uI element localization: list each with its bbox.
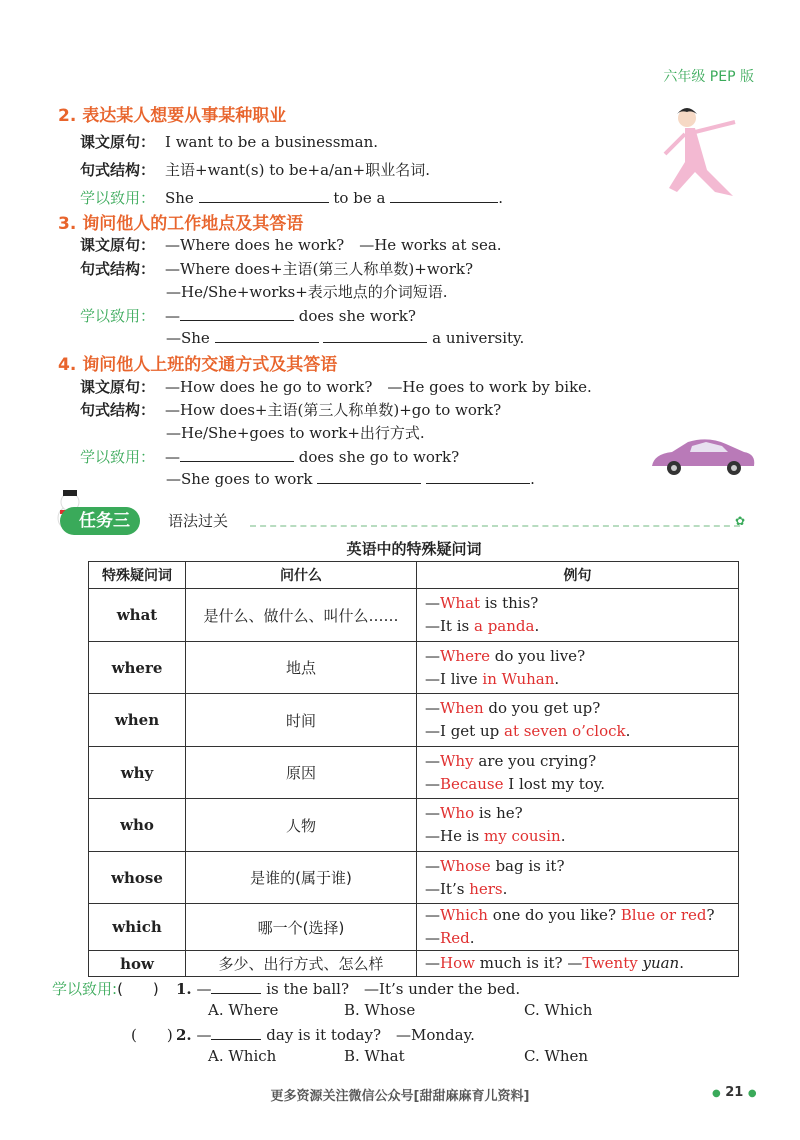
text: She [165,189,194,207]
sentence: —How does he go to work? —He goes to work by bike. [165,378,592,396]
q1-option-b[interactable]: B. Whose [344,1001,416,1019]
section-3-title: 3. 询问他人的工作地点及其答语 [58,214,304,234]
text: does she work? [298,307,416,325]
table-row [89,799,739,852]
label: 学以致用： [80,307,156,325]
page-number: ● 21 ● [712,1085,757,1100]
word-cell: who [89,799,186,852]
answer-blank[interactable] [426,469,530,484]
sec4-original-line [80,376,592,397]
example-cell: —How much is it? —Twenty yuan. [417,951,739,977]
sec3-structure-line-2: —He/She+works+表示地点的介词短语. [166,283,448,301]
footer-text: 更多资源关注微信公众号[甜甜麻麻育儿资料] [270,1089,530,1104]
dancer-illustration [655,100,745,200]
meaning-cell: 人物 [186,799,417,852]
sentence: I want to be a businessman. [165,133,379,151]
meaning-cell: 地点 [186,642,417,694]
word-cell: where [89,642,186,694]
page-number-value: 21 [725,1085,744,1100]
sec3-practice-line-2 [166,328,524,347]
answer-blank[interactable] [199,188,329,203]
text: — [165,307,180,325]
col-header: 特殊疑问词 [89,562,186,589]
answer-blank[interactable] [211,979,261,994]
grade-label: 六年级 PEP 版 [663,69,754,85]
example-cell: —Who is he? —He is my cousin. [417,799,739,852]
sentence: 主语+want(s) to be+a/an+职业名词. [165,161,431,179]
meaning-cell: 是什么、做什么、叫什么…… [186,589,417,642]
example-cell: —Which one do you like? Blue or red? —Red. [417,904,739,951]
text: —She goes to work [166,470,313,488]
star-icon: ✿ [735,514,746,528]
q2-option-b[interactable]: B. What [344,1047,405,1065]
label: 学以致用: [52,980,118,998]
answer-blank[interactable] [215,328,319,343]
table-row [89,642,739,694]
answer-blank[interactable] [390,188,498,203]
sec4-structure-line-2: —He/She+goes to work+出行方式. [166,424,425,442]
task-label: 任务三 [60,507,140,535]
sec4-practice-line-2 [166,469,535,488]
meaning-cell: 多少、出行方式、怎么样 [186,951,417,977]
example-cell: —Whose bag is it? —It’s hers. [417,852,739,904]
sec4-structure-line [80,399,501,420]
text: —She [166,329,210,347]
sec2-practice-line [80,187,503,208]
table-row [89,951,739,977]
table-row [89,694,739,747]
section-2-title: 2. 表达某人想要从事某种职业 [58,106,287,126]
table-row [89,589,739,642]
table-row [89,852,739,904]
meaning-cell: 原因 [186,747,417,799]
text: . [498,189,503,207]
section-4-title: 4. 询问他人上班的交通方式及其答语 [58,355,338,375]
sec2-structure-line [80,159,430,180]
divider [250,525,740,527]
label: 学以致用： [80,448,156,466]
sentence: —How does+主语(第三人称单数)+go to work? [165,401,502,419]
meaning-cell: 哪一个(选择) [186,904,417,951]
question-2: 2. — day is it today? —Monday. [176,1026,475,1044]
word-cell: how [89,951,186,977]
label: 课文原句： [80,133,156,151]
sec3-original-line [80,234,502,255]
col-header: 问什么 [186,562,417,589]
car-illustration [648,436,758,478]
example-cell: —When do you get up? —I get up at seven o’clock. [417,694,739,747]
col-header: 例句 [417,562,739,589]
text: a university. [432,329,525,347]
word-cell: why [89,747,186,799]
answer-paren[interactable]: ( ) [117,980,159,998]
answer-blank[interactable] [317,469,421,484]
text: — [165,448,180,466]
label: 句式结构： [80,401,156,419]
q1-option-a[interactable]: A. Where [208,1001,279,1019]
label: 课文原句： [80,236,156,254]
q2-option-a[interactable]: A. Which [208,1047,277,1065]
table-title: 英语中的特殊疑问词 [346,540,482,558]
sentence: —Where does+主语(第三人称单数)+work? [165,260,473,278]
meaning-cell: 时间 [186,694,417,747]
label: 学以致用： [80,189,156,207]
word-cell: when [89,694,186,747]
word-cell: whose [89,852,186,904]
table-row [89,747,739,799]
sec3-practice-line [80,305,416,326]
table-row [89,904,739,951]
text: to be a [333,189,386,207]
example-cell: —Where do you live? —I live in Wuhan. [417,642,739,694]
meaning-cell: 是谁的(属于谁) [186,852,417,904]
answer-blank[interactable] [211,1025,261,1040]
example-cell: —What is this? —It is a panda. [417,589,739,642]
answer-blank[interactable] [323,328,427,343]
sec4-practice-line [80,446,459,467]
sec2-original-line [80,131,378,152]
label: 句式结构： [80,161,156,179]
answer-paren[interactable]: ( ) [131,1026,173,1044]
text: does she go to work? [298,448,460,466]
example-cell: —Why are you crying? —Because I lost my toy. [417,747,739,799]
sec3-structure-line [80,258,473,279]
question-words-table [88,561,739,977]
label: 课文原句： [80,378,156,396]
word-cell: what [89,589,186,642]
sentence: —Where does he work? —He works at sea. [165,236,502,254]
label: 句式结构： [80,260,156,278]
practice-label [52,978,159,999]
question-1: 1. — is the ball? —It’s under the bed. [176,980,521,998]
q1-option-c[interactable]: C. Which [524,1001,593,1019]
answer-blank[interactable] [180,447,294,462]
q2-option-c[interactable]: C. When [524,1047,589,1065]
task-subtitle: 语法过关 [168,512,229,530]
answer-blank[interactable] [180,306,294,321]
word-cell: which [89,904,186,951]
text: . [530,470,535,488]
